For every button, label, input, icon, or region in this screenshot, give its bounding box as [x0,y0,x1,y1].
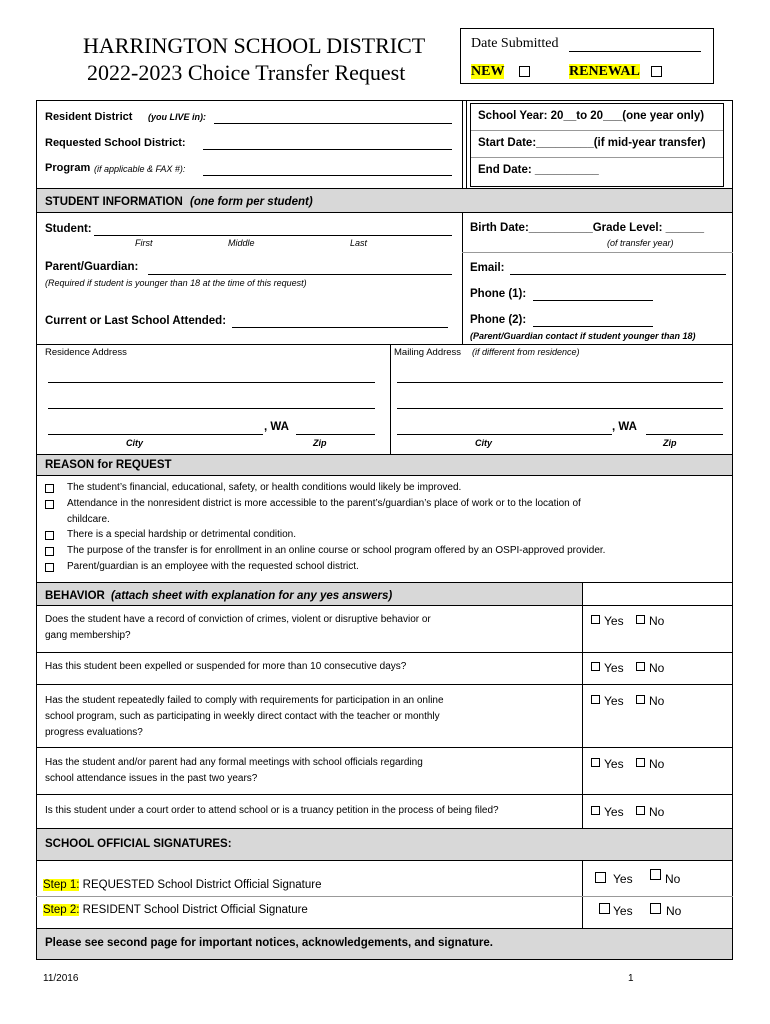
reason-item-2: Attendance in the nonresident district is more accessible to the parent’s/guardian’s place of work or to the location of [67,498,581,509]
phone2-note: (Parent/Guardian contact if student younger than 18) [470,331,696,341]
step2-label: Step 2: [43,904,80,916]
step2-yes-checkbox[interactable] [599,903,610,914]
mailing-line-2[interactable] [397,408,723,409]
last-name-caption: Last [350,238,368,248]
step1-no-label: No [665,872,681,886]
renewal-checkbox[interactable] [651,66,662,77]
step2-text: RESIDENT School District Official Signature [79,904,308,916]
behavior-q1-line1: Does the student have a record of conviction of crimes, violent or disruptive behavior or [45,614,431,625]
residence-state: , WA [264,421,289,433]
phone1-label: Phone (1): [470,288,527,300]
reason-item-3: There is a special hardship or detrimental condition. [67,529,297,540]
program-field[interactable] [203,175,452,176]
requested-school-field[interactable] [203,149,452,150]
date-submitted-label: Date Submitted [471,36,559,51]
current-school-field[interactable] [232,327,448,328]
behavior-q5-yes-label: Yes [604,805,624,819]
reason-checkbox-2[interactable] [45,500,54,509]
behavior-q3-line2: school program, such as participating in weekly direct contact with the teacher or monthly [45,711,440,722]
behavior-q5-line1: Is this student under a court order to attend school or is a truancy petition in the process of being filed? [45,805,499,816]
mailing-city-caption: City [475,438,493,448]
behavior-q1-line2: gang membership? [45,630,131,641]
behavior-heading: BEHAVIOR [45,590,105,602]
middle-name-caption: Middle [228,238,255,248]
reason-item-5: Parent/guardian is an employee with the requested school district. [67,561,359,572]
residence-zip-field[interactable] [296,434,375,435]
mailing-city-field[interactable] [397,434,612,435]
submission-box [460,28,714,84]
behavior-q3-line1: Has the student repeatedly failed to comply with requirements for participation in an online [45,695,444,706]
email-label: Email: [470,262,505,274]
mailing-address-note: (if different from residence) [472,347,580,357]
student-label: Student: [45,223,92,235]
reason-heading: REASON for REQUEST [45,459,172,471]
birth-grade-field[interactable]: Birth Date:__________Grade Level: ______ [470,222,704,234]
step2-no-checkbox[interactable] [650,903,661,914]
residence-address-label: Residence Address [45,347,127,358]
new-checkbox[interactable] [519,66,530,77]
page-number: 1 [628,973,634,984]
behavior-q5-no-checkbox[interactable] [636,806,645,815]
student-info-note: (one form per student) [190,196,313,208]
behavior-q4-no-checkbox[interactable] [636,758,645,767]
step1-label: Step 1: [43,879,80,891]
parent-field[interactable] [148,274,452,275]
mailing-zip-field[interactable] [646,434,723,435]
behavior-q1-no-label: No [649,614,665,628]
phone1-field[interactable] [533,300,653,301]
behavior-q4-line2: school attendance issues in the past two years? [45,773,258,784]
reason-checkbox-1[interactable] [45,484,54,493]
behavior-q4-yes-checkbox[interactable] [591,758,600,767]
behavior-q1-yes-checkbox[interactable] [591,615,600,624]
notice-text: Please see second page for important notices, acknowledgements, and signature. [45,937,493,949]
new-label: NEW [471,64,505,79]
start-date-field[interactable]: Start Date:_________(if mid-year transfer) [478,137,706,149]
requested-school-label: Requested School District: [45,137,186,149]
behavior-q2-yes-checkbox[interactable] [591,662,600,671]
district-name: HARRINGTON SCHOOL DISTRICT [83,33,426,58]
current-school-label: Current or Last School Attended: [45,315,227,327]
transfer-year-caption: (of transfer year) [607,238,674,248]
mailing-zip-caption: Zip [663,438,677,448]
parent-label: Parent/Guardian: [45,261,139,273]
form-title: 2022-2023 Choice Transfer Request [87,60,406,85]
behavior-q2-yes-label: Yes [604,661,624,675]
reason-item-1: The student’s financial, educational, safety, or health conditions would likely be improved. [67,482,462,493]
behavior-note: (attach sheet with explanation for any yes answers) [111,590,393,602]
behavior-q1-no-checkbox[interactable] [636,615,645,624]
reason-checkbox-3[interactable] [45,531,54,540]
signatures-heading: SCHOOL OFFICIAL SIGNATURES: [45,838,232,850]
behavior-q3-yes-checkbox[interactable] [591,695,600,704]
step2-no-label: No [666,904,682,918]
step1-yes-label: Yes [613,872,633,886]
date-box [470,103,724,187]
date-submitted-field[interactable] [569,51,701,52]
program-label: Program [45,162,91,174]
first-name-caption: First [135,238,153,248]
behavior-q4-no-label: No [649,757,665,771]
behavior-q4-yes-label: Yes [604,757,624,771]
student-name-field[interactable] [94,235,452,236]
residence-zip-caption: Zip [313,438,327,448]
residence-line-2[interactable] [48,408,375,409]
parent-note: (Required if student is younger than 18 at the time of this request) [45,278,307,288]
behavior-q3-line3: progress evaluations? [45,727,143,738]
step1-yes-checkbox[interactable] [595,872,606,883]
end-date-field[interactable]: End Date: __________ [478,164,599,176]
footer-date: 11/2016 [43,973,79,984]
behavior-q5-no-label: No [649,805,665,819]
mailing-state: , WA [612,421,637,433]
behavior-q4-line1: Has the student and/or parent had any formal meetings with school officials regarding [45,757,423,768]
step1-text: REQUESTED School District Official Signature [79,879,322,891]
behavior-q3-no-checkbox[interactable] [636,695,645,704]
behavior-q5-yes-checkbox[interactable] [591,806,600,815]
live-in-note: (you LIVE in): [148,112,206,122]
phone2-field[interactable] [533,326,653,327]
reason-checkbox-4[interactable] [45,547,54,556]
school-year-field[interactable]: School Year: 20__to 20___(one year only) [478,110,705,122]
step1-no-checkbox[interactable] [650,869,661,880]
behavior-q2-no-checkbox[interactable] [636,662,645,671]
student-info-heading: STUDENT INFORMATION [45,196,183,208]
email-field[interactable] [510,274,726,275]
phone2-label: Phone (2): [470,314,527,326]
behavior-q2-line1: Has this student been expelled or suspended for more than 10 consecutive days? [45,661,407,672]
reason-checkbox-5[interactable] [45,563,54,572]
renewal-label: RENEWAL [569,64,640,79]
mailing-address-label: Mailing Address [394,347,462,358]
behavior-q3-yes-label: Yes [604,694,624,708]
residence-city-field[interactable] [48,434,263,435]
behavior-q3-no-label: No [649,694,665,708]
resident-district-field[interactable] [214,123,452,124]
resident-district-label: Resident District [45,111,133,123]
reason-item-4: The purpose of the transfer is for enrollment in an online course or school program offered by an OSPI-approved provider. [67,545,606,556]
step2-yes-label: Yes [613,904,633,918]
residence-line-1[interactable] [48,382,375,383]
behavior-q2-no-label: No [649,661,665,675]
program-note: (if applicable & FAX #): [94,164,186,174]
mailing-line-1[interactable] [397,382,723,383]
reason-item-2-cont: childcare. [67,514,110,525]
residence-city-caption: City [126,438,144,448]
behavior-q1-yes-label: Yes [604,614,624,628]
